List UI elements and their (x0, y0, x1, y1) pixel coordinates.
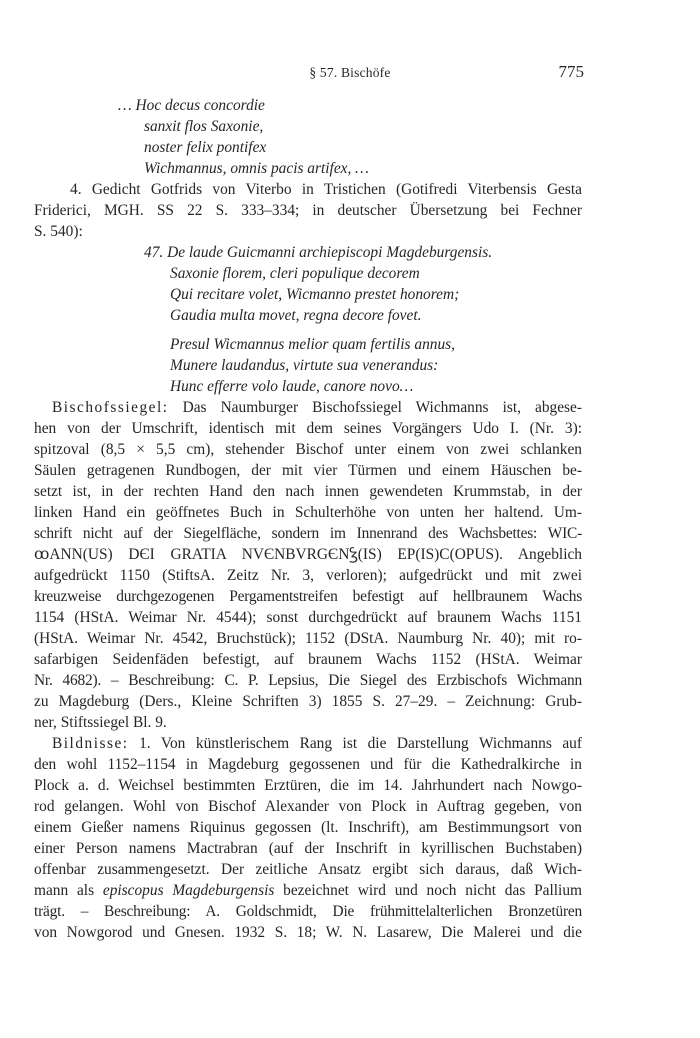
poem-line: Hunc efferre volo laude, canore novo… (170, 378, 414, 395)
text-fragment: 1. Von künstlerischem Rang ist die Darstellung Wichmanns auf (139, 735, 582, 752)
text-line: kreuzweise durchgezogenen Pergamentstreifen befestigt auf hellbraunem Wachs (34, 588, 582, 605)
text-line: offenbar zusammengesetzt. Der zeitliche Ansatz ergibt sich daraus, daß Wich- (34, 861, 582, 878)
text-line: 4. Gedicht Gotfrids von Viterbo in Tristichen (Gotifredi Viterbensis Gesta (70, 181, 582, 198)
poem-line: Wichmannus, omnis pacis artifex, … (144, 160, 369, 177)
text-line: 1154 (HStA. Weimar Nr. 4544); sonst durchgedrückt auf braunem Wachs 1151 (34, 609, 582, 626)
text-fragment: bezeichnet wird und noch nicht das Pallium (274, 882, 582, 899)
page-number: 775 (558, 62, 584, 81)
poem-line: … Hoc decus concordie (118, 97, 265, 114)
text-line: Plock a. d. Weichsel bestimmten Erztüren, die im 14. Jahrhundert nach Nowgo- (34, 777, 582, 794)
text-line: S. 540): (34, 223, 83, 240)
text-line (34, 733, 582, 754)
poem-line: Qui recitare volet, Wicmanno prestet honorem; (170, 286, 460, 303)
text-fragment: Das Naumburger Bischofssiegel Wichmanns ist, abgese- (182, 399, 582, 416)
text-line: einem Gießer namens Riquinus gegossen (lt. Inschrift), am Bestimmungsort von (34, 819, 582, 836)
text-line: den wohl 1152–1154 in Magdeburg gegossenen und für die Kathedralkirche in (34, 756, 582, 773)
section-heading: Bildnisse: (52, 735, 129, 752)
text-line: Friderici, MGH. SS 22 S. 333–334; in deutscher Übersetzung bei Fechner (34, 202, 582, 219)
text-line (34, 397, 582, 418)
text-line: trägt. – Beschreibung: A. Goldschmidt, Die frühmittelalterlichen Bronzetüren (34, 903, 582, 920)
text-line: schrift nicht auf der Siegelfläche, sondern im Innenrand des Wachsbettes: WIC- (34, 525, 582, 542)
bildnisse-section (34, 733, 582, 943)
text-line: (HStA. Weimar Nr. 4542, Bruchstück); 1152 (DStA. Naumburg Nr. 40); mit ro- (34, 630, 582, 647)
gotfrid-poem (34, 242, 582, 397)
poem-line: noster felix pontifex (144, 139, 267, 156)
text-line: hen von der Umschrift, identisch mit dem seines Vorgängers Udo I. (Nr. 3): (34, 420, 582, 437)
text-line: ꝏANN(US) DЄI GRATIA NVЄNBVRGЄNꝢ(IS) EP(IS)C(OPUS). Angeblich (34, 546, 582, 563)
running-title: § 57. Bischöfe (309, 65, 391, 80)
poem-line: Presul Wicmannus melior quam fertilis annus, (170, 336, 456, 353)
bischofssiegel-section (34, 397, 582, 733)
text-line: ner, Stiftssiegel Bl. 9. (34, 714, 167, 731)
poem-line: sanxit flos Saxonie, (144, 118, 264, 135)
page-body (34, 95, 582, 943)
text-line (34, 880, 582, 901)
text-line: setzt ist, in der rechten Hand den nach innen gewendeten Krummstab, in der (34, 483, 582, 500)
text-line: von Nowgorod und Gnesen. 1932 S. 18; W. N. Lasarew, Die Malerei und die (34, 924, 582, 941)
text-line: linken Hand ein geöffnetes Buch in Schulterhöhe von unten her haltend. Um- (34, 504, 582, 521)
text-fragment: mann als (34, 882, 103, 899)
poem-excerpt (34, 95, 582, 179)
text-line: einer Person namens Mactrabran (auf der Inschrift in kyrillischen Buchstaben) (34, 840, 582, 857)
text-line: zu Magdeburg (Ders., Kleine Schriften 3) 1855 S. 27–29. – Zeichnung: Grub- (34, 693, 582, 710)
text-line: safarbigen Seidenfäden befestigt, auf braunem Wachs 1152 (HStA. Weimar (34, 651, 582, 668)
poem-line: Munere laudandus, virtute sua venerandus: (170, 357, 439, 374)
text-line: spitzoval (8,5 × 5,5 cm), stehender Bischof unter einem von zwei schlanken (34, 441, 582, 458)
italic-phrase: episcopus Magdeburgensis (102, 882, 275, 899)
text-line: rod gelangen. Wohl von Bischof Alexander von Plock in Auftrag gegeben, von (34, 798, 582, 815)
page-header (0, 62, 700, 86)
poem-line: Saxonie florem, cleri populique decorem (170, 265, 420, 282)
poem-line: Gaudia multa movet, regna decore fovet. (170, 307, 422, 324)
text-line: Säulen getragenen Rundbogen, der mit vier Türmen und einem Häuschen be- (34, 462, 582, 479)
text-line: aufgedrückt 1150 (StiftsA. Zeitz Nr. 3, verloren); aufgedrückt und mit zwei (34, 567, 582, 584)
poem-title: 47. De laude Guicmanni archiepiscopi Magdeburgensis. (144, 244, 493, 261)
item-4-paragraph (34, 179, 582, 242)
text-line: Nr. 4682). – Beschreibung: C. P. Lepsius, Die Siegel des Erzbischofs Wichmann (34, 672, 582, 689)
section-heading: Bischofssiegel: (52, 399, 169, 416)
